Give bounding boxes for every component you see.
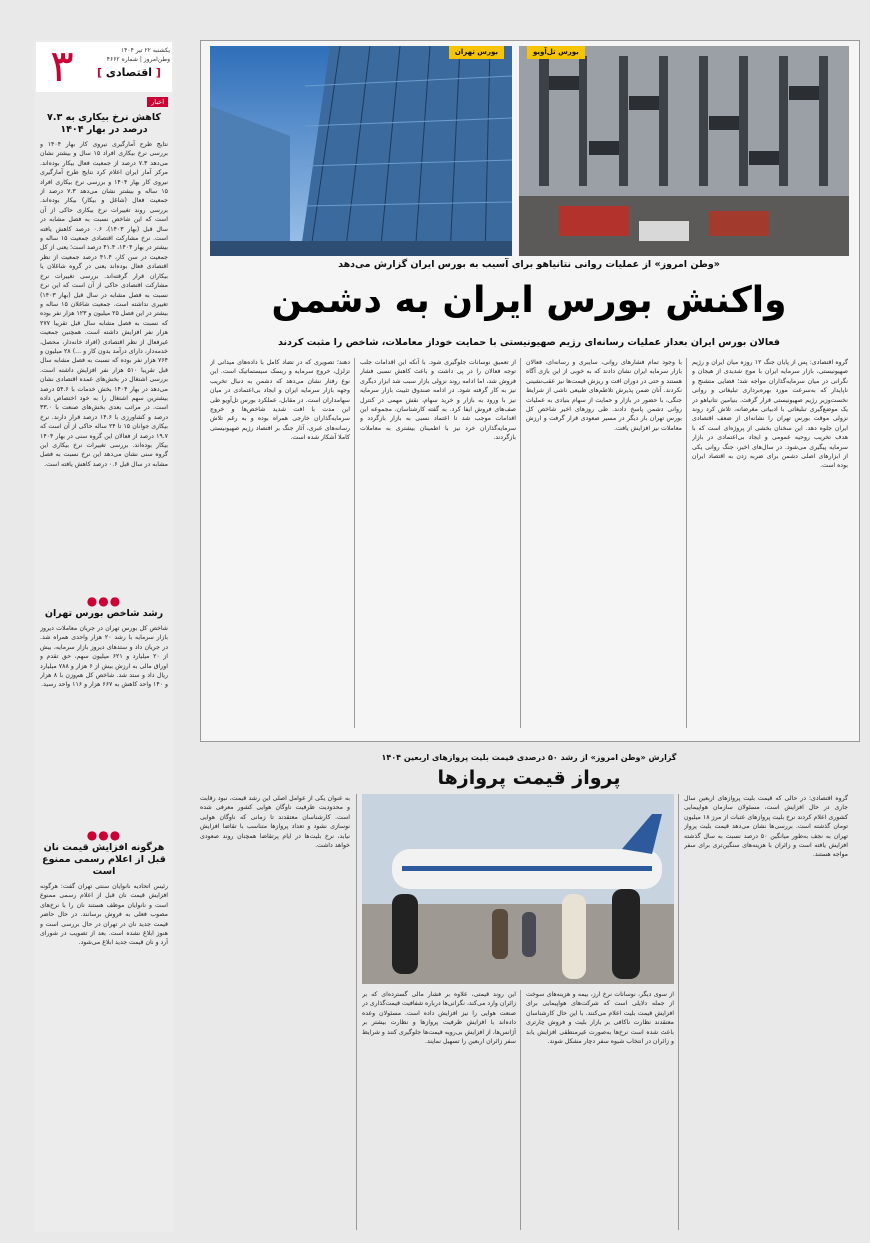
- photo-label-telaviv: بورس تل‌آویو: [527, 46, 585, 59]
- news-tag: اخبار: [147, 97, 168, 107]
- sidebar-news-2: [40, 594, 168, 832]
- pilgrims-airplane-image: [362, 794, 674, 984]
- sidebar-news-1-headline: کاهش نرخ بیکاری به ۷.۳ درصد در بهار ۱۴۰۴: [47, 112, 161, 135]
- section-title: [ اقتصادی ]: [97, 66, 161, 79]
- sidebar-news-3-body: رئیس اتحادیه نانوایان سنتی تهران گفت: هرگونه افزایش قیمت نان قبل از اعلام رسمی ممنوع است و نانوایان موظف هستند نان را با نرخ‌های مصوب فعلی به فروش برسانند. در حال حاضر قیمت جدید نان در تهران در حال بررسی است و هنوز ابلاغ نشده است. بعد از تصویب در شورای آرد و نان قیمت جدید ابلاغ می‌شود.: [40, 883, 168, 947]
- airport-photo: [362, 794, 674, 984]
- sidebar-news-1: [40, 112, 168, 616]
- news-tag-bar: [40, 97, 168, 107]
- second-column-4: به عنوان یکی از عوامل اصلی این رشد قیمت، نبود رقابت و محدودیت ظرفیت ناوگان هوایی کشور معرفی شده است. کارشناسان معتقدند تا زمانی که ناوگان هوایی نوسازی نشود و تعداد پروازها متناسب با تقاضا افزایش نیابد، نرخ بلیت‌ها در ایام پرتقاضا همچنان روند صعودی خواهد داشت.: [200, 795, 350, 850]
- separator-dots: ●●●: [86, 594, 122, 608]
- issue-line: وطن‌امروز | شماره ۴۶۶۲: [106, 56, 170, 63]
- photo-label-tehran: بورس تهران: [449, 46, 504, 59]
- sidebar-news-2-body: شاخص کل بورس تهران در جریان معاملات دیروز بازار سرمایه با رشد ۲۰ هزار واحدی همراه شد. در جریان داد و ستدهای دیروز بازار سرمایه، بیش از ۲۰ میلیارد و ۶۲۱ میلیون سهم، حق تقدم و اوراق مالی به ارزش بیش از ۶ هزار و ۷۸۸ میلیارد ریال داد و ستد شد. شاخص کل هم‌وزن با ۸ هزار و ۱۴۰ واحد کاهش به ۶۶۷ هزار و ۱۱۶ واحد رسید.: [40, 625, 168, 689]
- damaged-building-image: [519, 46, 849, 256]
- lead-headline: واکنش بورس ایران به دشمن: [271, 280, 787, 321]
- page-number: ۳: [50, 41, 74, 92]
- lead-subhead: فعالان بورس ایران بعداز عملیات رسانه‌ای رژیم صهیونیستی با حمایت خوداز معاملات، شاخص را مثبت کردند: [277, 337, 781, 348]
- second-headline: پرواز قیمت پروازها: [437, 767, 621, 789]
- sidebar-news-3-headline: هرگونه افزایش قیمت نان قبل از اعلام رسمی ممنوع است: [42, 842, 166, 877]
- date-line: یکشنبه ۲۲ تیر ۱۴۰۴: [120, 47, 170, 54]
- second-kicker: گزارش «وطن امروز» از رشد ۵۰ درصدی قیمت بلیت پروازهای اربعین ۱۴۰۴: [381, 753, 677, 762]
- lead-kicker: «وطن امروز» از عملیات روانی نتانیاهو برای آسیب به بورس ایران گزارش می‌دهد: [338, 259, 720, 270]
- lead-column-1: گروه اقتصادی: پس از پایان جنگ ۱۲ روزه میان ایران و رژیم صهیونیستی، بازار سرمایه ایران با موج شدیدی از هیجان و نگرانی در میان سرمایه‌گذاران مواجه شد؛ فضایی متشنج و ناپایدار که به‌سرعت مورد بهره‌برداری تبلیغاتی و روانی نخست‌وزیر رژیم صهیونیستی قرار گرفت. بنیامین نتانیاهو در یک موضع‌گیری تبلیغاتی با ادبیاتی مغرضانه، تلاش کرد روند نزولی موقت بورس تهران را نشانه‌ای از ضعف اقتصادی ایران جلوه دهد. این سخنان بخشی از پروژه‌ای است که با هدف تخریب روحیه عمومی و ایجاد بی‌اعتمادی در بازار سرمایه پیگیری می‌شود. در سال‌های اخیر، جنگ روانی یکی از ابزارهای اصلی دشمن برای ضربه زدن به اقتصاد ایران بوده است.: [692, 359, 848, 470]
- lead-column-4: دهند؛ تصویری که در تضاد کامل با داده‌های میدانی از تزلزل، خروج سرمایه و ریسک سیستماتیک است. این نوع رفتار نشان می‌دهد که دشمن به دنبال تخریب وجهه بازار سرمایه ایران و ایجاد بی‌اعتمادی در میان سهامداران است. در مقابل، عملکرد بورس تل‌آویو طی این مدت با افت شدید شاخص‌ها و خروج سرمایه‌گذاران خارجی همراه بوده و به رغم تلاش رسانه‌های عبری، آثار جنگ بر اقتصاد رژیم صهیونیستی کاملا آشکار شده است.: [210, 359, 350, 442]
- lead-column-3: از تعمیق نوسانات جلوگیری شود. با آنکه این اقدامات جلب توجه فعالان را در پی داشت و باعث کاهش نسبی فشار فروش شد، اما ادامه روند نزولی بازار سبب شد ابزار دیگری نیز به کار گرفته شود. در ادامه صندوق تثبیت بازار سرمایه نیز با ورود به بازار و خرید سهام، نقش مهمی در کنترل صف‌های فروش ایفا کرد. به گفته کارشناسان، مجموعه این اقدامات موجب شد تا اعتماد نسبی به بازار بازگردد و سرمایه‌گذاران خرد نیز با اطمینان بیشتری به معاملات بازگردند.: [360, 359, 516, 442]
- lead-column-2: با وجود تمام فشارهای روانی، سایبری و رسانه‌ای، فعالان بازار سرمایه ایران نشان دادند که به خوبی از این بازی آگاه هستند و حتی در دوران افت و ریزش قیمت‌ها نیز عقب‌نشینی نکردند. آنان ضمن پذیرش تلاطم‌های طبیعی ناشی از شرایط جنگی، با حضور در بازار و حمایت از سهام بنیادی به عملیات روانی دشمن پاسخ دادند. طی روزهای اخیر شاخص کل بورس تهران بار دیگر در مسیر صعودی قرار گرفت و ارزش معاملات نیز افزایش یافت.: [526, 359, 682, 432]
- tel-aviv-photo: [519, 46, 849, 256]
- sidebar-news-2-headline: رشد شاخص بورس تهران: [44, 608, 164, 619]
- sidebar-news-3: [40, 828, 168, 1220]
- second-column-3: این روند قیمتی، علاوه بر فشار مالی گسترده‌ای که بر زائران وارد می‌کند، نگرانی‌ها درباره شفافیت قیمت‌گذاری در صنعت هوایی را نیز افزایش داده است. مسئولان وعده داده‌اند با افزایش ظرفیت پروازها و نظارت بیشتر بر آژانس‌ها، از افزایش بی‌رویه قیمت‌ها جلوگیری کنند و شرایط سفر زائران اربعین را تسهیل نمایند.: [362, 991, 516, 1046]
- second-column-2: از سوی دیگر، نوسانات نرخ ارز، بیمه و هزینه‌های سوخت از جمله دلایلی است که شرکت‌های هواپیمایی برای افزایش قیمت بلیت اعلام می‌کنند. با این حال کارشناسان معتقدند نظارت ناکافی بر بازار بلیت و فروش چارتری باعث شده است نرخ‌ها به‌صورت غیرمنطقی افزایش یابد و زائران در انتخاب شیوه سفر دچار مشکل شوند.: [526, 991, 674, 1046]
- tehran-building-image: [210, 46, 512, 256]
- tehran-stock-photo: [210, 46, 512, 256]
- section-label: اقتصادی: [105, 66, 153, 79]
- separator-dots: ●●●: [86, 828, 122, 842]
- sidebar-news-1-body: نتایج طرح آمارگیری نیروی کار بهار ۱۴۰۴ و بررسی نرخ بیکاری افراد ۱۵ سال و بیشتر نشان می‌دهد ۷.۳ درصد از جمعیت فعال بیکار بوده‌اند. مرکز آمار ایران اعلام کرد نتایج طرح آمارگیری نیروی کار بهار ۱۴۰۴ و بررسی نرخ بیکاری افراد ۱۵ ساله و بیشتر نشان می‌دهد ۷.۳ درصد از جمعیت فعال (شاغل و بیکار) بیکار بوده‌اند. بررسی روند تغییرات نرخ بیکاری حاکی از آن است که این شاخص نسبت به فصل مشابه در سال قبل (بهار ۱۴۰۳)، ۰.۶ درصد کاهش یافته است. نرخ مشارکت اقتصادی جمعیت ۱۵ ساله و بیشتر در بهار ۱۴۰۴، ۴۱.۴ درصد است؛ یعنی از کل جمعیت در سن کار، ۴۱.۴ درصد جمعیت از نظر اقتصادی فعال بوده‌اند یعنی در گروه شاغلان یا بیکاران قرار گرفته‌اند. بررسی تغییرات نرخ مشارکت اقتصادی حاکی از آن است که این نرخ نسبت به فصل مشابه در سال قبل (بهار ۱۴۰۳) تغییری نداشته است. جمعیت شاغلان ۱۵ ساله و بیشتر در این فصل ۲۵ میلیون و ۱۲۳ هزار نفر بوده که نسبت به فصل مشابه سال قبل تقریبا ۲۷۷ هزار نفر افزایش داشته است. همچنین جمعیت غیرفعال از نظر اقتصادی (افراد خانه‌دار، محصل، خدمه‌دار، دارای درآمد بدون کار و ...) ۲۸ میلیون و ۷۶۴ هزار نفر بوده که نسبت به فصل مشابه سال قبل تقریبا ۵۱۰ هزار نفر افزایش داشته است. بررسی اشتغال در بخش‌های عمده اقتصادی نشان می‌دهد در بهار ۱۴۰۴ بخش خدمات با ۵۴.۶ درصد بیشترین سهم اشتغال را به خود اختصاص داده است. در مراتب بعدی بخش‌های صنعت با ۳۳.۰ درصد و کشاورزی با ۱۴.۶ درصد قرار دارند. نرخ بیکاری جوانان ۱۵ تا ۲۴ ساله حاکی از آن است که ۱۹.۷ درصد از فعالان این گروه سنی در بهار ۱۴۰۴ بیکار بوده‌اند. بررسی تغییرات نرخ بیکاری این گروه سنی نشان می‌دهد این نرخ نسبت به فصل مشابه در سال قبل ۰.۶ درصد کاهش یافته است.: [40, 141, 168, 468]
- masthead-meta: [90, 46, 170, 64]
- second-column-1: گروه اقتصادی: در حالی که قیمت بلیت پروازهای اربعین سال جاری در حال افزایش است، مسئولان سازمان هواپیمایی کشوری اعلام کردند نرخ بلیت پروازهای عتبات از مرز ۱۸ میلیون تومان گذشته است. بررسی‌ها نشان می‌دهد قیمت بلیت پرواز تهران به نجف به‌طور میانگین ۵۰ درصد نسبت به سال گذشته افزایش یافته است و زائران با هزینه‌های سنگین‌تری برای سفر مواجه هستند.: [684, 795, 848, 859]
